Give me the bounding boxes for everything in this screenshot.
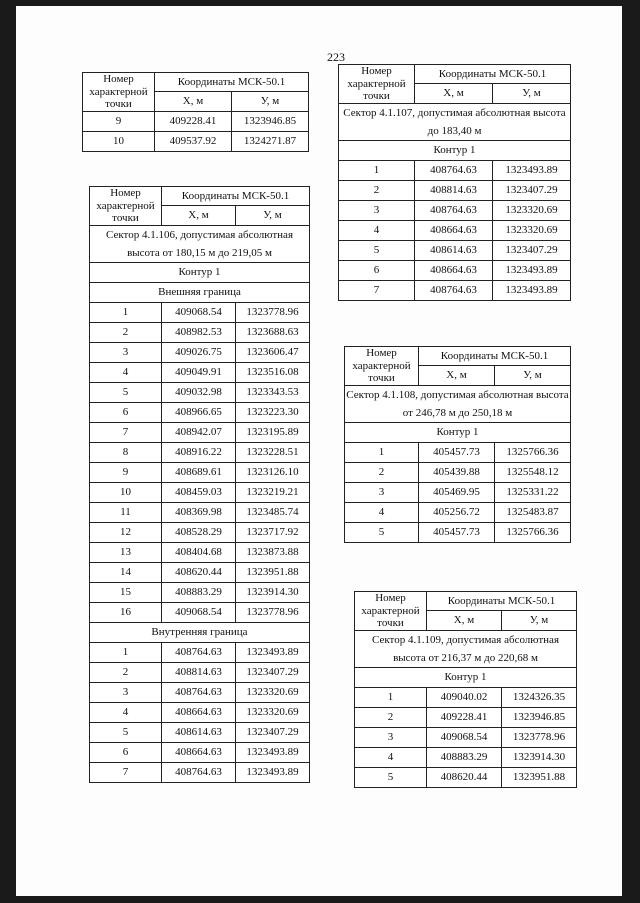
table-row (90, 742, 310, 762)
table-row (90, 502, 310, 522)
point-number-cell: 10 (83, 131, 155, 151)
contour-title: Контур 1 (339, 140, 571, 160)
header-row (90, 187, 310, 206)
table-row (339, 240, 571, 260)
x-coordinate-cell: 408883.29 (427, 747, 502, 767)
boundary-title: Внешняя граница (90, 282, 310, 302)
table-row (90, 402, 310, 422)
point-number-cell: 13 (90, 542, 162, 562)
table-row (90, 382, 310, 402)
coordinates-table-sector-4-1-109 (354, 591, 577, 788)
y-header: У, м (502, 611, 577, 630)
x-coordinate-cell: 409032.98 (162, 382, 236, 402)
y-coordinate-cell: 1323493.89 (236, 742, 310, 762)
y-coordinate-cell: 1323320.69 (236, 702, 310, 722)
coordinates-header: Координаты МСК-50.1 (162, 187, 310, 206)
y-coordinate-cell: 1323219.21 (236, 482, 310, 502)
x-coordinate-cell: 408664.63 (162, 702, 236, 722)
table-row (339, 180, 571, 200)
x-coordinate-cell: 408764.63 (162, 762, 236, 782)
y-coordinate-cell: 1323914.30 (236, 582, 310, 602)
point-number-cell: 4 (90, 362, 162, 382)
y-coordinate-cell: 1325483.87 (495, 502, 571, 522)
table-row (90, 682, 310, 702)
y-coordinate-cell: 1323946.85 (502, 707, 577, 727)
x-coordinate-cell: 408614.63 (162, 722, 236, 742)
point-number-cell: 2 (355, 707, 427, 727)
y-header: У, м (236, 206, 310, 225)
x-coordinate-cell: 408620.44 (162, 562, 236, 582)
point-number-cell: 4 (355, 747, 427, 767)
header-row (345, 347, 571, 366)
contour-title: Контур 1 (345, 422, 571, 442)
x-header: X, м (415, 84, 493, 103)
header-row (83, 73, 309, 92)
header-row (339, 65, 571, 84)
y-coordinate-cell: 1323914.30 (502, 747, 577, 767)
table-row (90, 762, 310, 782)
table-row (355, 727, 577, 747)
table-row (339, 260, 571, 280)
table-row (90, 442, 310, 462)
point-number-cell: 14 (90, 562, 162, 582)
x-coordinate-cell: 408764.63 (162, 642, 236, 662)
point-number-cell: 6 (90, 402, 162, 422)
y-coordinate-cell: 1323717.92 (236, 522, 310, 542)
boundary-row (90, 282, 310, 302)
sector-title: Сектор 4.1.108, допустимая абсолютная высота от 246,78 м до 250,18 м (345, 385, 571, 422)
point-number-cell: 3 (90, 342, 162, 362)
point-number-cell: 12 (90, 522, 162, 542)
table-row (90, 322, 310, 342)
point-number-header: Номер характерной точки (83, 73, 155, 112)
point-number-cell: 15 (90, 582, 162, 602)
y-coordinate-cell: 1323228.51 (236, 442, 310, 462)
point-number-header: Номер характерной точки (339, 65, 415, 104)
contour-title: Контур 1 (355, 667, 577, 687)
contour-row (345, 422, 571, 442)
y-header: У, м (232, 92, 309, 111)
coordinates-table-continued (82, 72, 309, 152)
x-coordinate-cell: 409049.91 (162, 362, 236, 382)
y-coordinate-cell: 1323951.88 (236, 562, 310, 582)
x-coordinate-cell: 409537.92 (155, 131, 232, 151)
point-number-cell: 3 (345, 482, 419, 502)
point-number-cell: 1 (339, 160, 415, 180)
sector-row (339, 103, 571, 140)
coordinates-table-sector-4-1-106 (89, 186, 310, 783)
x-coordinate-cell: 405469.95 (419, 482, 495, 502)
x-coordinate-cell: 408814.63 (415, 180, 493, 200)
point-number-cell: 3 (90, 682, 162, 702)
point-number-cell: 1 (355, 687, 427, 707)
x-coordinate-cell: 408942.07 (162, 422, 236, 442)
coordinates-header: Координаты МСК-50.1 (415, 65, 571, 84)
table-row (90, 662, 310, 682)
x-coordinate-cell: 408966.65 (162, 402, 236, 422)
table-row (339, 160, 571, 180)
y-coordinate-cell: 1323493.89 (493, 160, 571, 180)
x-coordinate-cell: 409068.54 (162, 602, 236, 622)
x-coordinate-cell: 408764.63 (415, 160, 493, 180)
x-coordinate-cell: 409068.54 (162, 302, 236, 322)
x-coordinate-cell: 408459.03 (162, 482, 236, 502)
x-coordinate-cell: 408620.44 (427, 767, 502, 787)
y-coordinate-cell: 1323493.89 (236, 762, 310, 782)
y-coordinate-cell: 1325766.36 (495, 522, 571, 542)
point-number-cell: 2 (90, 322, 162, 342)
y-coordinate-cell: 1323223.30 (236, 402, 310, 422)
y-coordinate-cell: 1323485.74 (236, 502, 310, 522)
y-coordinate-cell: 1324326.35 (502, 687, 577, 707)
x-header: X, м (162, 206, 236, 225)
y-coordinate-cell: 1325331.22 (495, 482, 571, 502)
x-coordinate-cell: 405439.88 (419, 462, 495, 482)
sector-row (345, 385, 571, 422)
x-coordinate-cell: 405457.73 (419, 442, 495, 462)
y-coordinate-cell: 1323343.53 (236, 382, 310, 402)
y-coordinate-cell: 1325548.12 (495, 462, 571, 482)
table-row (90, 562, 310, 582)
table-row (345, 462, 571, 482)
point-number-cell: 5 (355, 767, 427, 787)
table-row (355, 687, 577, 707)
point-number-header: Номер характерной точки (90, 187, 162, 226)
y-coordinate-cell: 1323778.96 (502, 727, 577, 747)
x-coordinate-cell: 408664.63 (415, 220, 493, 240)
y-coordinate-cell: 1323778.96 (236, 302, 310, 322)
point-number-cell: 5 (90, 382, 162, 402)
y-coordinate-cell: 1323688.63 (236, 322, 310, 342)
table-row (345, 442, 571, 462)
table-row (83, 131, 309, 151)
x-coordinate-cell: 408916.22 (162, 442, 236, 462)
table-row (355, 747, 577, 767)
point-number-cell: 11 (90, 502, 162, 522)
point-number-cell: 16 (90, 602, 162, 622)
y-coordinate-cell: 1323951.88 (502, 767, 577, 787)
point-number-cell: 6 (339, 260, 415, 280)
point-number-cell: 2 (345, 462, 419, 482)
contour-row (339, 140, 571, 160)
x-coordinate-cell: 409040.02 (427, 687, 502, 707)
x-coordinate-cell: 408764.63 (415, 200, 493, 220)
x-coordinate-cell: 408614.63 (415, 240, 493, 260)
point-number-cell: 7 (90, 762, 162, 782)
table-row (355, 767, 577, 787)
y-coordinate-cell: 1323407.29 (493, 240, 571, 260)
table-row (339, 220, 571, 240)
x-header: X, м (155, 92, 232, 111)
table-row (345, 482, 571, 502)
coordinates-table-sector-4-1-108 (344, 346, 571, 543)
contour-row (90, 262, 310, 282)
y-coordinate-cell: 1323946.85 (232, 111, 309, 131)
point-number-cell: 9 (90, 462, 162, 482)
x-coordinate-cell: 405256.72 (419, 502, 495, 522)
x-coordinate-cell: 408664.63 (415, 260, 493, 280)
x-coordinate-cell: 408764.63 (162, 682, 236, 702)
point-number-cell: 5 (345, 522, 419, 542)
contour-row (355, 667, 577, 687)
point-number-cell: 4 (345, 502, 419, 522)
sector-title: Сектор 4.1.107, допустимая абсолютная высота до 183,40 м (339, 103, 571, 140)
y-coordinate-cell: 1323320.69 (493, 200, 571, 220)
sector-row (90, 225, 310, 262)
table-row (90, 702, 310, 722)
x-coordinate-cell: 408814.63 (162, 662, 236, 682)
table-row (90, 642, 310, 662)
y-coordinate-cell: 1323407.29 (236, 722, 310, 742)
y-coordinate-cell: 1323195.89 (236, 422, 310, 442)
y-coordinate-cell: 1325766.36 (495, 442, 571, 462)
table-row (90, 342, 310, 362)
x-header: X, м (419, 366, 495, 385)
point-number-cell: 1 (90, 302, 162, 322)
x-coordinate-cell: 409068.54 (427, 727, 502, 747)
table-row (90, 362, 310, 382)
table-row (90, 302, 310, 322)
y-coordinate-cell: 1323407.29 (236, 662, 310, 682)
table-row (83, 111, 309, 131)
point-number-cell: 7 (339, 280, 415, 300)
y-coordinate-cell: 1323873.88 (236, 542, 310, 562)
document-page (16, 6, 622, 896)
sector-title: Сектор 4.1.106, допустимая абсолютная высота от 180,15 м до 219,05 м (90, 225, 310, 262)
table-row (90, 722, 310, 742)
y-coordinate-cell: 1323493.89 (493, 260, 571, 280)
table-row (355, 707, 577, 727)
point-number-cell: 1 (90, 642, 162, 662)
page-number: 223 (327, 50, 345, 64)
coordinates-header: Координаты МСК-50.1 (427, 592, 577, 611)
table-row (90, 542, 310, 562)
sector-row (355, 630, 577, 667)
point-number-cell: 4 (339, 220, 415, 240)
y-header: У, м (493, 84, 571, 103)
point-number-header: Номер характерной точки (355, 592, 427, 631)
point-number-cell: 3 (355, 727, 427, 747)
x-coordinate-cell: 408404.68 (162, 542, 236, 562)
x-coordinate-cell: 409228.41 (155, 111, 232, 131)
x-coordinate-cell: 408528.29 (162, 522, 236, 542)
coordinates-header: Координаты МСК-50.1 (419, 347, 571, 366)
contour-title: Контур 1 (90, 262, 310, 282)
point-number-cell: 10 (90, 482, 162, 502)
boundary-row (90, 622, 310, 642)
y-coordinate-cell: 1323493.89 (236, 642, 310, 662)
point-number-cell: 9 (83, 111, 155, 131)
point-number-cell: 1 (345, 442, 419, 462)
sector-title: Сектор 4.1.109, допустимая абсолютная высота от 216,37 м до 220,68 м (355, 630, 577, 667)
x-coordinate-cell: 408764.63 (415, 280, 493, 300)
y-coordinate-cell: 1323606.47 (236, 342, 310, 362)
coordinates-header: Координаты МСК-50.1 (155, 73, 309, 92)
header-row (355, 592, 577, 611)
boundary-title: Внутренняя граница (90, 622, 310, 642)
table-row (345, 502, 571, 522)
y-coordinate-cell: 1324271.87 (232, 131, 309, 151)
x-coordinate-cell: 408369.98 (162, 502, 236, 522)
point-number-cell: 5 (339, 240, 415, 260)
table-row (90, 582, 310, 602)
point-number-cell: 3 (339, 200, 415, 220)
point-number-cell: 6 (90, 742, 162, 762)
x-header: X, м (427, 611, 502, 630)
point-number-header: Номер характерной точки (345, 347, 419, 386)
point-number-cell: 2 (90, 662, 162, 682)
x-coordinate-cell: 408664.63 (162, 742, 236, 762)
table-row (90, 482, 310, 502)
table-row (90, 422, 310, 442)
x-coordinate-cell: 405457.73 (419, 522, 495, 542)
point-number-cell: 7 (90, 422, 162, 442)
x-coordinate-cell: 408883.29 (162, 582, 236, 602)
y-header: У, м (495, 366, 571, 385)
y-coordinate-cell: 1323320.69 (493, 220, 571, 240)
y-coordinate-cell: 1323493.89 (493, 280, 571, 300)
coordinates-table-sector-4-1-107 (338, 64, 571, 301)
y-coordinate-cell: 1323126.10 (236, 462, 310, 482)
y-coordinate-cell: 1323516.08 (236, 362, 310, 382)
x-coordinate-cell: 408982.53 (162, 322, 236, 342)
x-coordinate-cell: 409228.41 (427, 707, 502, 727)
point-number-cell: 8 (90, 442, 162, 462)
x-coordinate-cell: 408689.61 (162, 462, 236, 482)
x-coordinate-cell: 409026.75 (162, 342, 236, 362)
table-row (339, 280, 571, 300)
y-coordinate-cell: 1323407.29 (493, 180, 571, 200)
point-number-cell: 5 (90, 722, 162, 742)
point-number-cell: 2 (339, 180, 415, 200)
table-row (90, 602, 310, 622)
table-row (90, 522, 310, 542)
table-row (90, 462, 310, 482)
y-coordinate-cell: 1323320.69 (236, 682, 310, 702)
table-row (339, 200, 571, 220)
y-coordinate-cell: 1323778.96 (236, 602, 310, 622)
point-number-cell: 4 (90, 702, 162, 722)
table-row (345, 522, 571, 542)
